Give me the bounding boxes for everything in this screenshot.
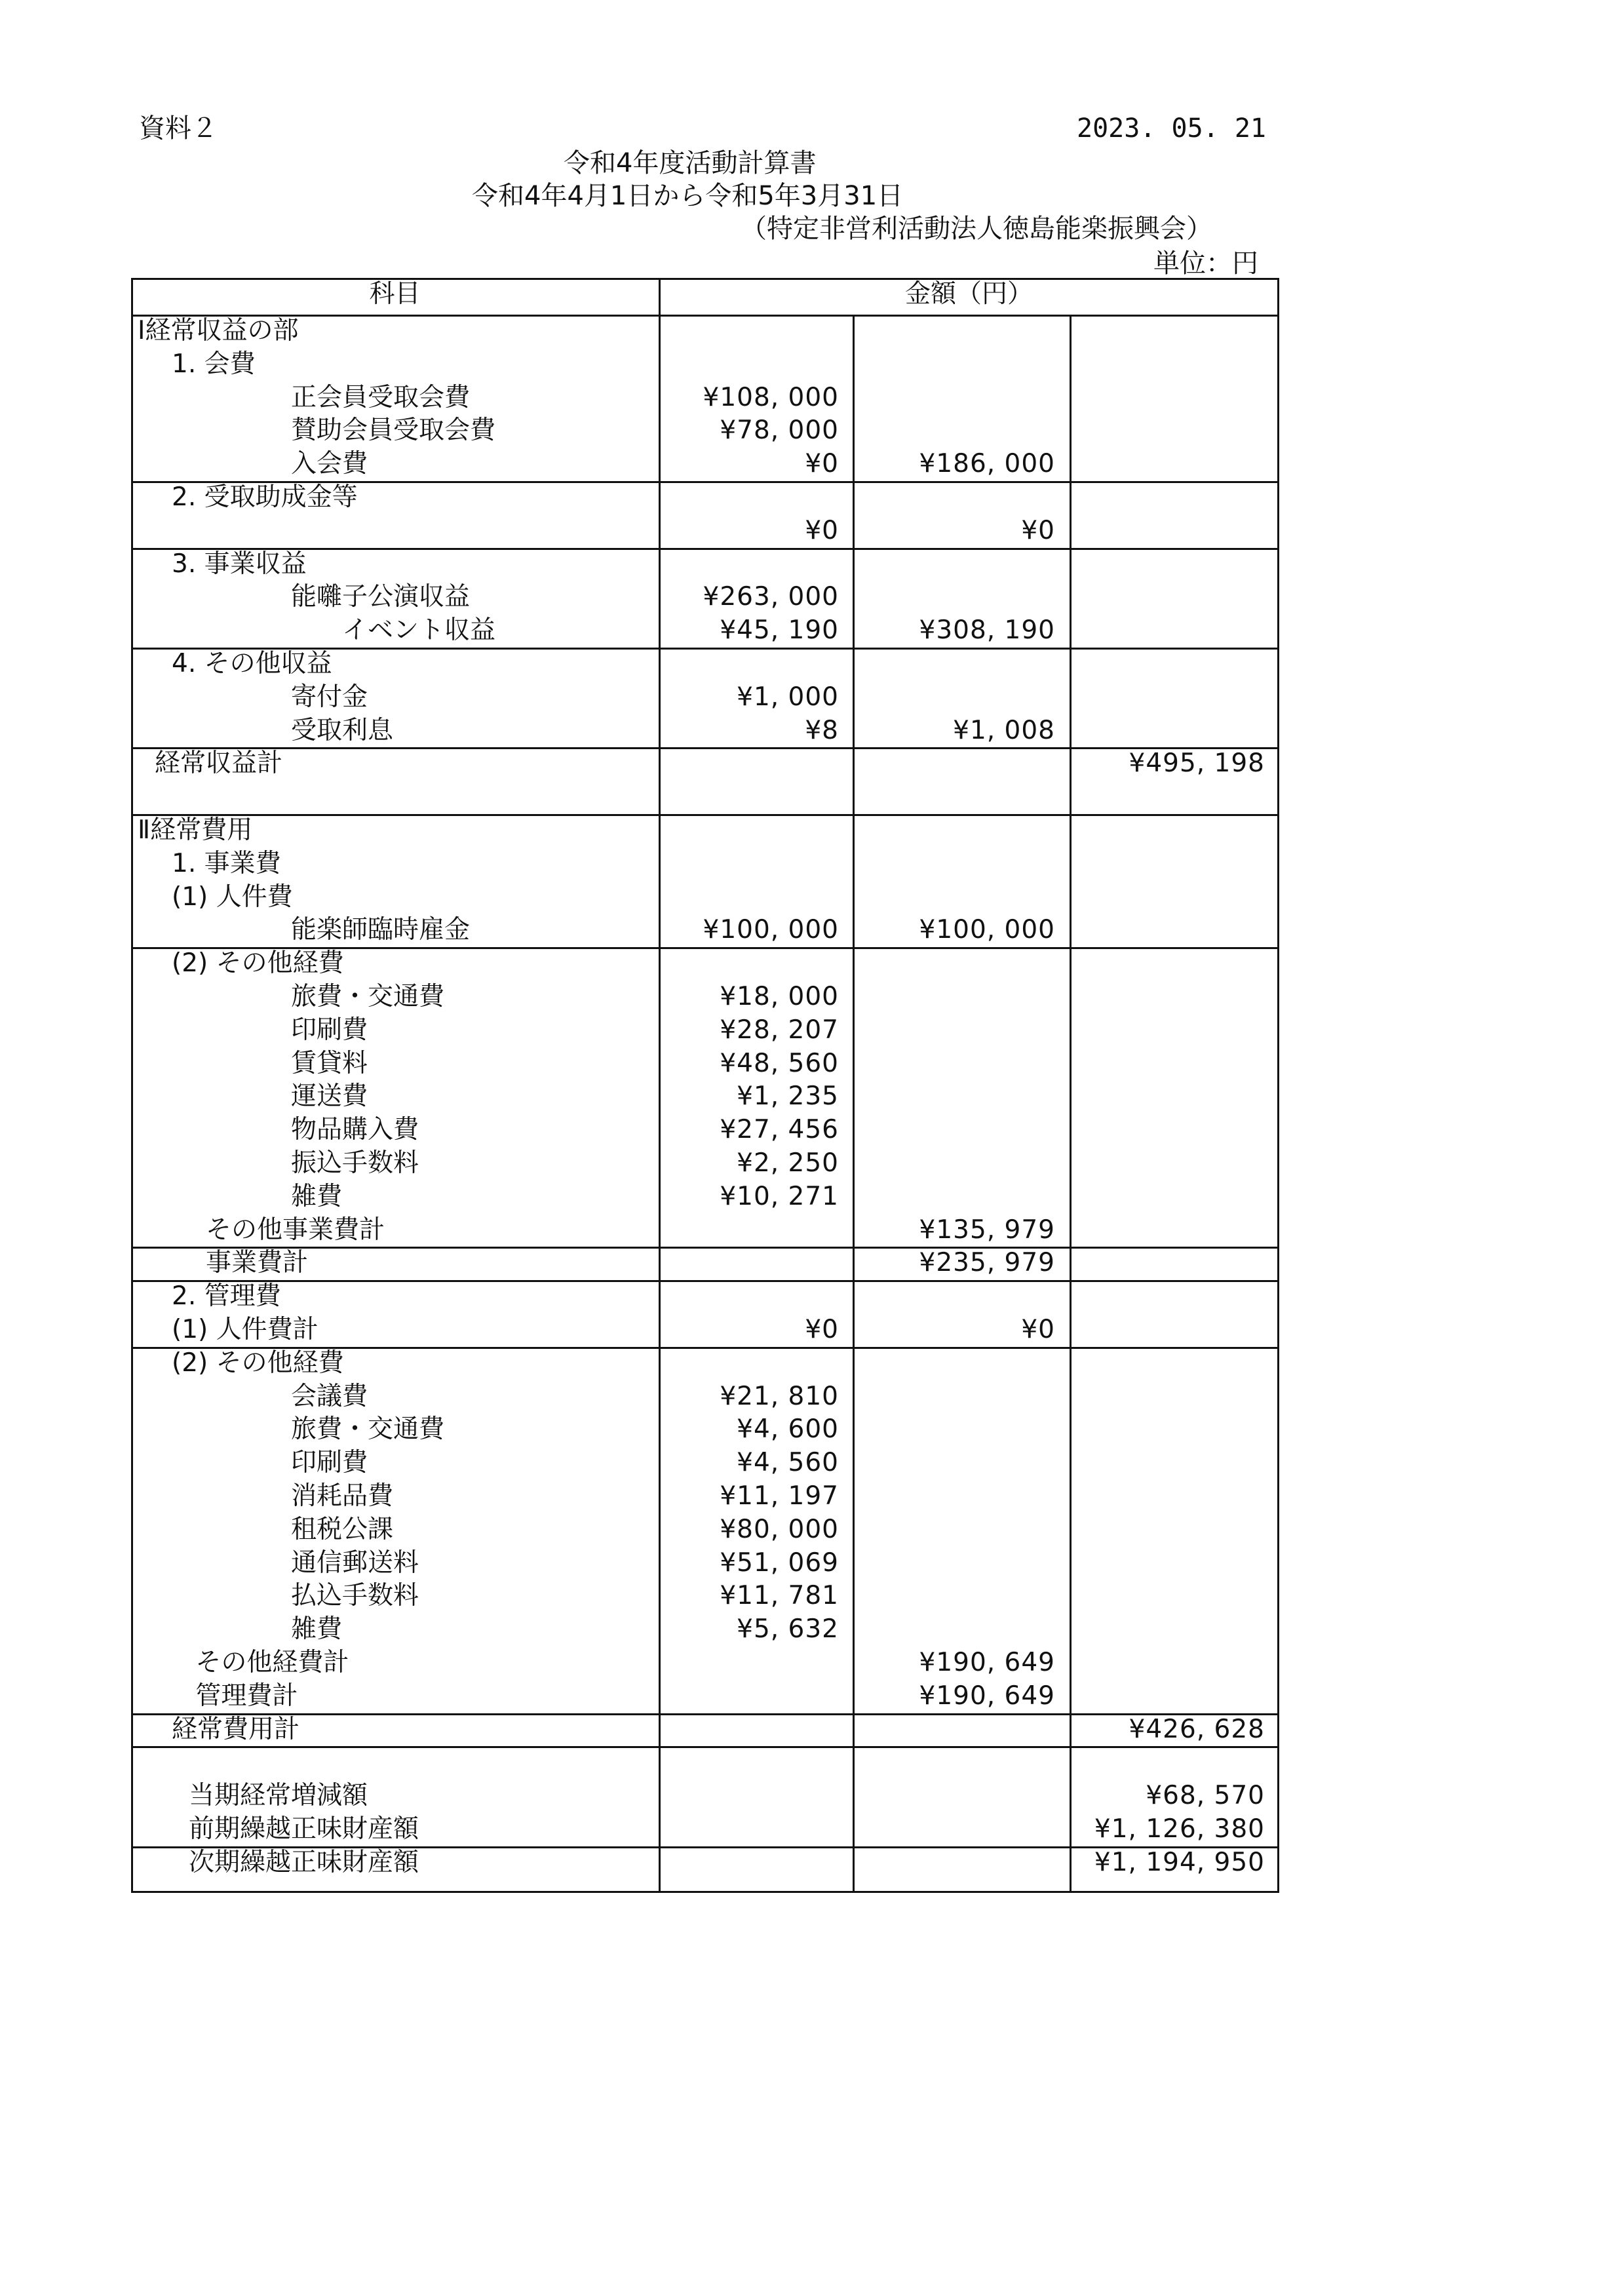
- row-label: 寄付金: [291, 682, 368, 712]
- row-label: 1. 事業費: [172, 848, 281, 878]
- currency-unit: 単位：円: [1153, 248, 1258, 279]
- row-label: 旅費・交通費: [291, 982, 445, 1011]
- amount-cell: ¥0: [1021, 1315, 1055, 1344]
- row-label: 1. 会費: [172, 349, 256, 379]
- row-divider: [131, 1713, 1279, 1715]
- row-divider: [131, 814, 1279, 816]
- row-label: 印刷費: [291, 1015, 368, 1045]
- row-label: 事業費計: [206, 1248, 309, 1278]
- column-divider: [659, 278, 661, 1893]
- document-label: 資料２: [139, 113, 218, 144]
- row-label: Ⅱ経常費用: [138, 815, 253, 845]
- row-label: 2. 受取助成金等: [172, 482, 358, 512]
- row-label: 払込手数料: [291, 1581, 419, 1611]
- row-label: 2. 管理費: [172, 1281, 281, 1312]
- amount-cell: ¥78, 000: [720, 416, 839, 446]
- amount-cell: ¥100, 000: [919, 915, 1055, 945]
- row-divider: [131, 747, 1279, 749]
- row-label: (1) 人件費計: [172, 1315, 319, 1344]
- amount-cell: ¥426, 628: [1129, 1714, 1265, 1744]
- amount-cell: ¥2, 250: [737, 1148, 839, 1178]
- row-label: 能囃子公演収益: [291, 582, 471, 612]
- amount-cell: ¥1, 000: [737, 682, 839, 712]
- row-label: 入会費: [291, 449, 368, 479]
- amount-cell: ¥68, 570: [1146, 1781, 1265, 1811]
- column-header-amount: 金額（円）: [904, 279, 1033, 309]
- row-label: 次期繰越正味財産額: [189, 1847, 419, 1877]
- row-label: 管理費計: [195, 1681, 298, 1711]
- row-label: イベント収益: [342, 615, 496, 646]
- row-label: 旅費・交通費: [291, 1414, 445, 1445]
- amount-cell: ¥18, 000: [720, 982, 839, 1011]
- organization-name: （特定非営利活動法人徳島能楽振興会）: [741, 214, 1212, 244]
- row-label: 当期経常増減額: [189, 1781, 368, 1811]
- amount-cell: ¥4, 600: [737, 1414, 839, 1445]
- amount-cell: ¥27, 456: [720, 1115, 839, 1145]
- row-label: 物品購入費: [291, 1115, 419, 1145]
- amount-cell: ¥190, 649: [919, 1681, 1055, 1711]
- row-label: 前期繰越正味財産額: [189, 1814, 419, 1844]
- amount-cell: ¥45, 190: [720, 615, 839, 646]
- row-label: その他経費計: [195, 1648, 349, 1677]
- amount-cell: ¥1, 235: [737, 1081, 839, 1112]
- amount-cell: ¥80, 000: [720, 1514, 839, 1544]
- amount-cell: ¥308, 190: [919, 615, 1055, 646]
- amount-cell: ¥263, 000: [703, 582, 839, 612]
- row-label: 正会員受取会費: [291, 382, 471, 412]
- row-label: 会議費: [291, 1381, 368, 1411]
- amount-cell: ¥186, 000: [919, 449, 1055, 479]
- amount-cell: ¥0: [805, 515, 839, 545]
- amount-cell: ¥1, 008: [953, 715, 1055, 745]
- column-divider: [853, 315, 855, 1893]
- row-label: 経常費用計: [172, 1714, 300, 1744]
- amount-cell: ¥28, 207: [720, 1015, 839, 1045]
- amount-cell: ¥0: [805, 1315, 839, 1344]
- row-divider: [131, 1280, 1279, 1282]
- amount-cell: ¥1, 126, 380: [1094, 1814, 1265, 1844]
- row-divider: [131, 315, 1279, 317]
- row-label: 賛助会員受取会費: [291, 416, 496, 446]
- amount-cell: ¥0: [1021, 515, 1055, 545]
- row-label: (1) 人件費: [172, 882, 293, 912]
- row-label: 租税公課: [291, 1514, 394, 1544]
- document-title: 令和4年度活動計算書: [564, 148, 817, 178]
- row-label: 通信郵送料: [291, 1547, 419, 1578]
- amount-cell: ¥21, 810: [720, 1381, 839, 1411]
- row-label: (2) その他経費: [172, 948, 344, 979]
- row-label: 運送費: [291, 1081, 368, 1112]
- fiscal-period: 令和4年4月1日から令和5年3月31日: [472, 181, 904, 211]
- amount-cell: ¥100, 000: [703, 915, 839, 945]
- activity-statement-table: [131, 278, 1279, 1893]
- row-label: 4. その他収益: [172, 649, 332, 678]
- amount-cell: ¥48, 560: [720, 1048, 839, 1078]
- amount-cell: ¥11, 197: [720, 1481, 839, 1511]
- amount-cell: ¥11, 781: [720, 1581, 839, 1611]
- amount-cell: ¥235, 979: [919, 1248, 1055, 1278]
- row-label: その他事業費計: [206, 1215, 385, 1245]
- column-divider: [1070, 315, 1072, 1893]
- row-label: 賃貸料: [291, 1048, 368, 1078]
- amount-cell: ¥51, 069: [720, 1547, 839, 1578]
- row-label: 消耗品費: [291, 1481, 394, 1511]
- row-label: 雑費: [291, 1614, 343, 1644]
- row-label: (2) その他経費: [172, 1348, 344, 1378]
- row-label: 印刷費: [291, 1448, 368, 1478]
- amount-cell: ¥190, 649: [919, 1648, 1055, 1677]
- row-label: 3. 事業収益: [172, 549, 307, 579]
- row-label: 能楽師臨時雇金: [291, 915, 471, 945]
- amount-cell: ¥495, 198: [1129, 749, 1265, 779]
- row-label: 受取利息: [291, 715, 394, 745]
- row-label: 経常収益計: [155, 749, 283, 779]
- row-label: 雑費: [291, 1181, 343, 1211]
- row-label: Ⅰ経常収益の部: [138, 316, 299, 345]
- document-date: 2023. 05. 21: [1077, 113, 1266, 144]
- amount-cell: ¥108, 000: [703, 382, 839, 412]
- column-header-item: 科目: [369, 279, 421, 309]
- amount-cell: ¥4, 560: [737, 1448, 839, 1478]
- row-label: 振込手数料: [291, 1148, 419, 1178]
- amount-cell: ¥1, 194, 950: [1094, 1847, 1265, 1877]
- amount-cell: ¥10, 271: [720, 1181, 839, 1211]
- amount-cell: ¥5, 632: [737, 1614, 839, 1644]
- amount-cell: ¥135, 979: [919, 1215, 1055, 1245]
- amount-cell: ¥8: [805, 715, 839, 745]
- amount-cell: ¥0: [805, 449, 839, 479]
- row-divider: [131, 1746, 1279, 1748]
